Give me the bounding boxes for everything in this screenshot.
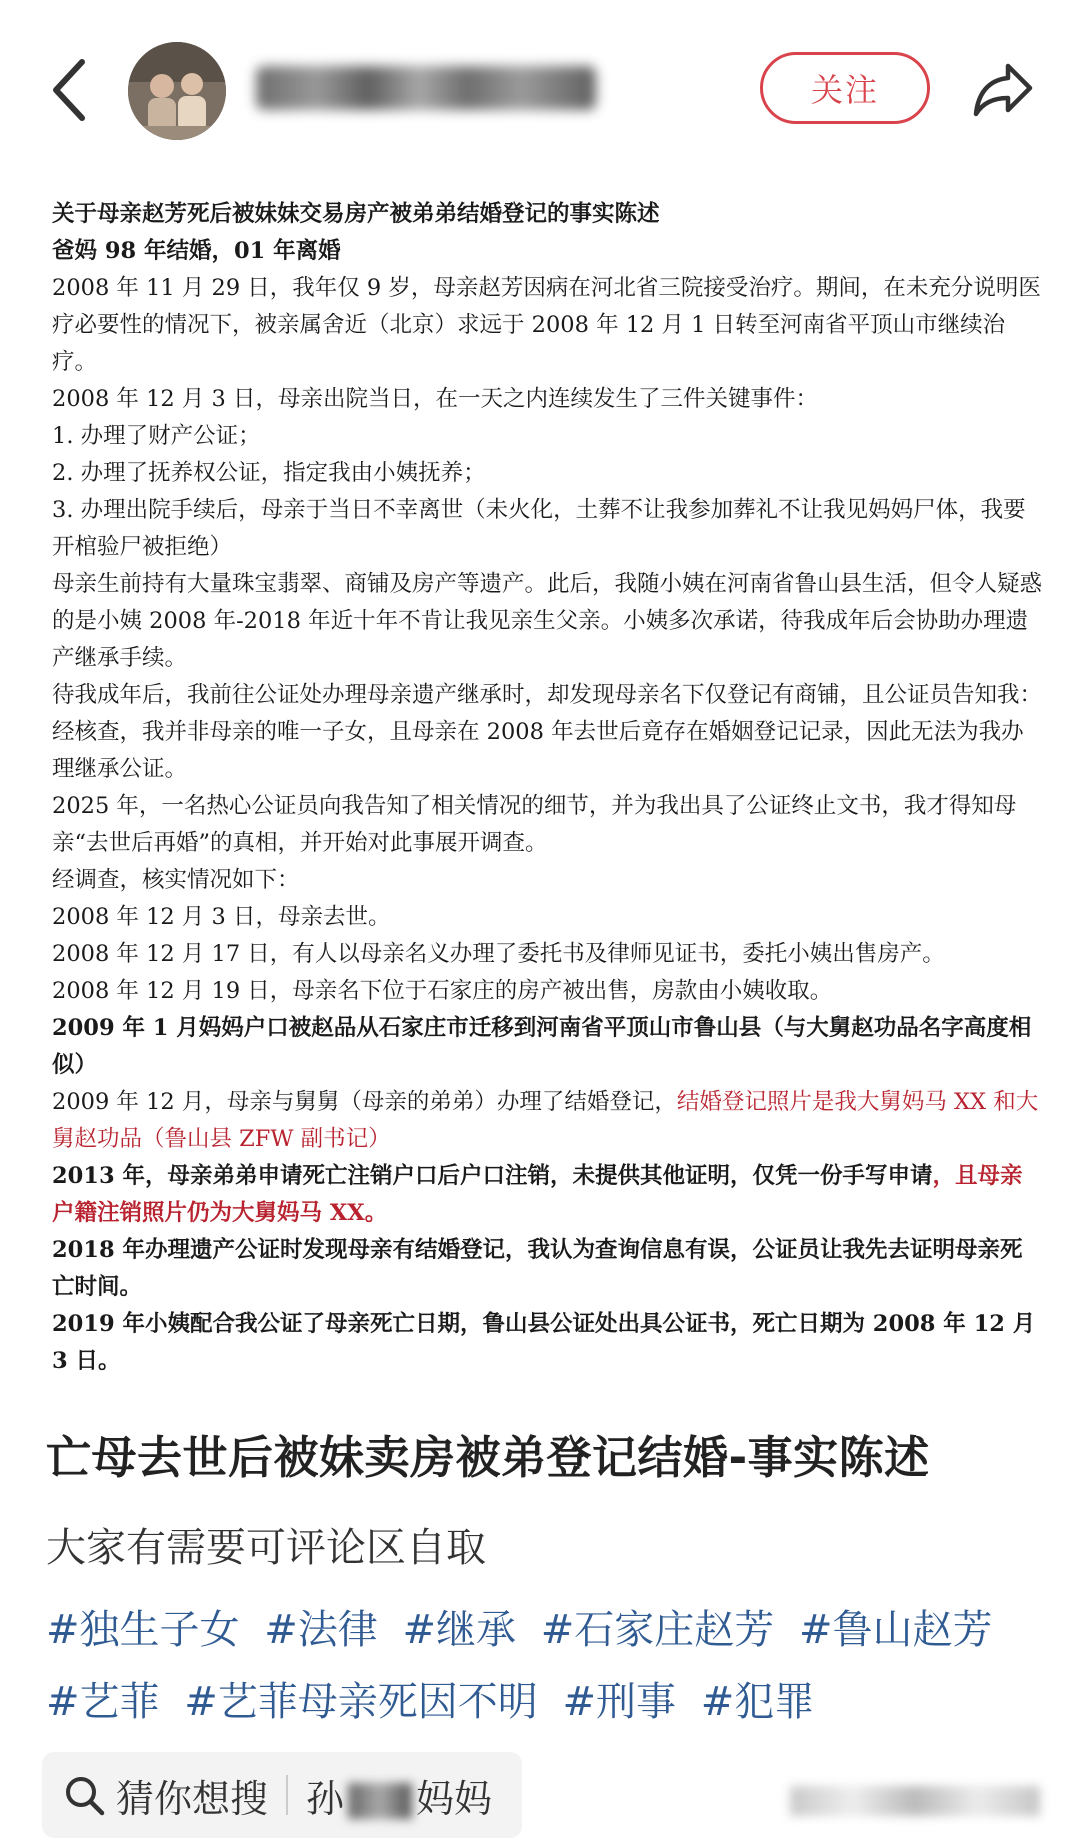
document-line	[52, 1232, 1042, 1306]
document-line	[52, 196, 1042, 233]
back-button[interactable]	[40, 50, 100, 130]
document-line	[52, 233, 1042, 270]
document-line-text: 2009 年 1 月妈妈户口被赵品从石家庄市迁移到河南省平顶山市鲁山县（与大舅赵功品名字高度相似）	[52, 1015, 1032, 1078]
document-line-text: 待我成年后，我前往公证处办理母亲遗产继承时，却发现母亲名下仅登记有商铺，且公证员告知我：经核查，我并非母亲的唯一子女，且母亲在 2008 年去世后竟存在婚姻登记记录，因此无法为我办理继承公证。	[52, 682, 1043, 782]
hashtag[interactable]: #石家庄赵芳	[540, 1607, 775, 1653]
document-line-text: 关于母亲赵芳死后被妹妹交易房产被弟弟结婚登记的事实陈述	[52, 201, 660, 227]
search-icon	[62, 1773, 106, 1817]
document-line	[52, 418, 1042, 455]
tag-list	[46, 1594, 1046, 1738]
search-suggestion-label: 猜你想搜	[116, 1776, 269, 1821]
document-line	[52, 788, 1042, 862]
document-line-text: 2008 年 12 月 3 日，母亲出院当日，在一天之内连续发生了三件关键事件：	[52, 386, 818, 412]
document-line-text: 3. 办理出院手续后，母亲于当日不幸离世（未火化，土葬不让我参加葬礼不让我见妈妈尸体，我要开棺验尸被拒绝）	[52, 497, 1026, 560]
document-line-text: 2013 年，母亲弟弟申请死亡注销户口后户口注销，未提供其他证明，仅凭一份手写申请	[52, 1163, 933, 1189]
follow-button[interactable]: 关注	[760, 52, 930, 124]
document-line-text: 爸妈 98 年结婚，01 年离婚	[52, 238, 341, 264]
search-divider	[286, 1775, 288, 1815]
hashtag[interactable]: #犯罪	[700, 1679, 815, 1725]
top-bar	[0, 0, 1080, 180]
document-line	[52, 899, 1042, 936]
document-line	[52, 1084, 1042, 1158]
document-line-text: 母亲生前持有大量珠宝翡翠、商铺及房产等遗产。此后，我随小姨在河南省鲁山县生活，但令人疑惑的是小姨 2008 年-2018 年近十年不肯让我见亲生父亲。小姨多次承诺，待我成年后会协助办理遗产继承手续。	[52, 571, 1043, 671]
document-line-text: 2. 办理了抚养权公证，指定我由小姨抚养；	[52, 460, 486, 486]
hashtag[interactable]: #刑事	[562, 1679, 676, 1725]
document-line	[52, 973, 1042, 1010]
document-line	[52, 1306, 1042, 1380]
hashtag[interactable]: #独生子女	[46, 1607, 240, 1653]
document-line-text: 2008 年 12 月 19 日，母亲名下位于石家庄的房产被出售，房款由小姨收取。	[52, 978, 833, 1004]
document-line	[52, 492, 1042, 566]
document-line	[52, 1010, 1042, 1084]
document-line-text: 2019 年小姨配合我公证了母亲死亡日期，鲁山县公证处出具公证书，死亡日期为 2008 年 12 月 3 日。	[52, 1311, 1036, 1374]
share-icon	[970, 56, 1036, 122]
author-name-redacted	[256, 66, 596, 110]
hashtag[interactable]: #鲁山赵芳	[798, 1607, 993, 1653]
document-line	[52, 566, 1042, 677]
document-image	[52, 196, 1042, 1380]
document-line-text: 2008 年 12 月 3 日，母亲去世。	[52, 904, 391, 930]
hashtag[interactable]: #法律	[264, 1607, 378, 1653]
hashtag[interactable]: #继承	[402, 1607, 516, 1653]
query-redacted	[348, 1783, 412, 1819]
query-suffix: 妈妈	[416, 1776, 493, 1821]
document-line	[52, 455, 1042, 492]
search-suggestion[interactable]	[42, 1752, 522, 1838]
document-line-highlight: 结婚登记照片是我大舅妈马 XX 和大舅赵功品（鲁山县 ZFW 副书记）	[52, 1089, 1039, 1152]
avatar-photo	[128, 42, 226, 140]
document-line-text: 2008 年 12 月 17 日，有人以母亲名义办理了委托书及律师见证书，委托小姨出售房产。	[52, 941, 945, 967]
document-line-text: 2009 年 12 月，母亲与舅舅（母亲的弟弟）办理了结婚登记，	[52, 1089, 677, 1115]
document-line-text: 1. 办理了财产公证；	[52, 423, 261, 449]
document-line	[52, 270, 1042, 381]
document-line-text: 经调查，核实情况如下：	[52, 867, 300, 893]
document-line	[52, 936, 1042, 973]
document-line	[52, 381, 1042, 418]
hashtag[interactable]: #艺菲母亲死因不明	[184, 1679, 538, 1725]
watermark-redacted	[790, 1786, 1040, 1816]
document-line-text: 2025 年，一名热心公证员向我告知了相关情况的细节，并为我出具了公证终止文书，我才得知母亲“去世后再婚”的真相，并开始对此事展开调查。	[52, 793, 1017, 856]
document-line-highlight: ，且母亲户籍注销照片仍为大舅妈马 XX。	[52, 1163, 1023, 1226]
post-description: 大家有需要可评论区自取	[46, 1525, 486, 1571]
document-line	[52, 862, 1042, 899]
document-line-text: 2008 年 11 月 29 日，我年仅 9 岁，母亲赵芳因病在河北省三院接受治疗。期间，在未充分说明医疗必要性的情况下，被亲属舍近（北京）求远于 2008 年 12 月 1 日转至河南省平顶山市继续治疗。	[52, 275, 1041, 375]
document-line-text: 2018 年办理遗产公证时发现母亲有结婚登记，我认为查询信息有误，公证员让我先去证明母亲死亡时间。	[52, 1237, 1023, 1300]
document-line	[52, 1158, 1042, 1232]
document-line	[52, 677, 1042, 788]
author-avatar[interactable]	[128, 42, 226, 140]
query-prefix: 孙	[306, 1776, 345, 1821]
hashtag[interactable]: #艺菲	[46, 1679, 160, 1725]
share-button[interactable]	[970, 56, 1036, 122]
search-suggestion-query	[306, 1768, 492, 1823]
post-title: 亡母去世后被妹卖房被弟登记结婚-事实陈述	[46, 1431, 930, 1484]
back-arrow-icon	[40, 50, 100, 130]
